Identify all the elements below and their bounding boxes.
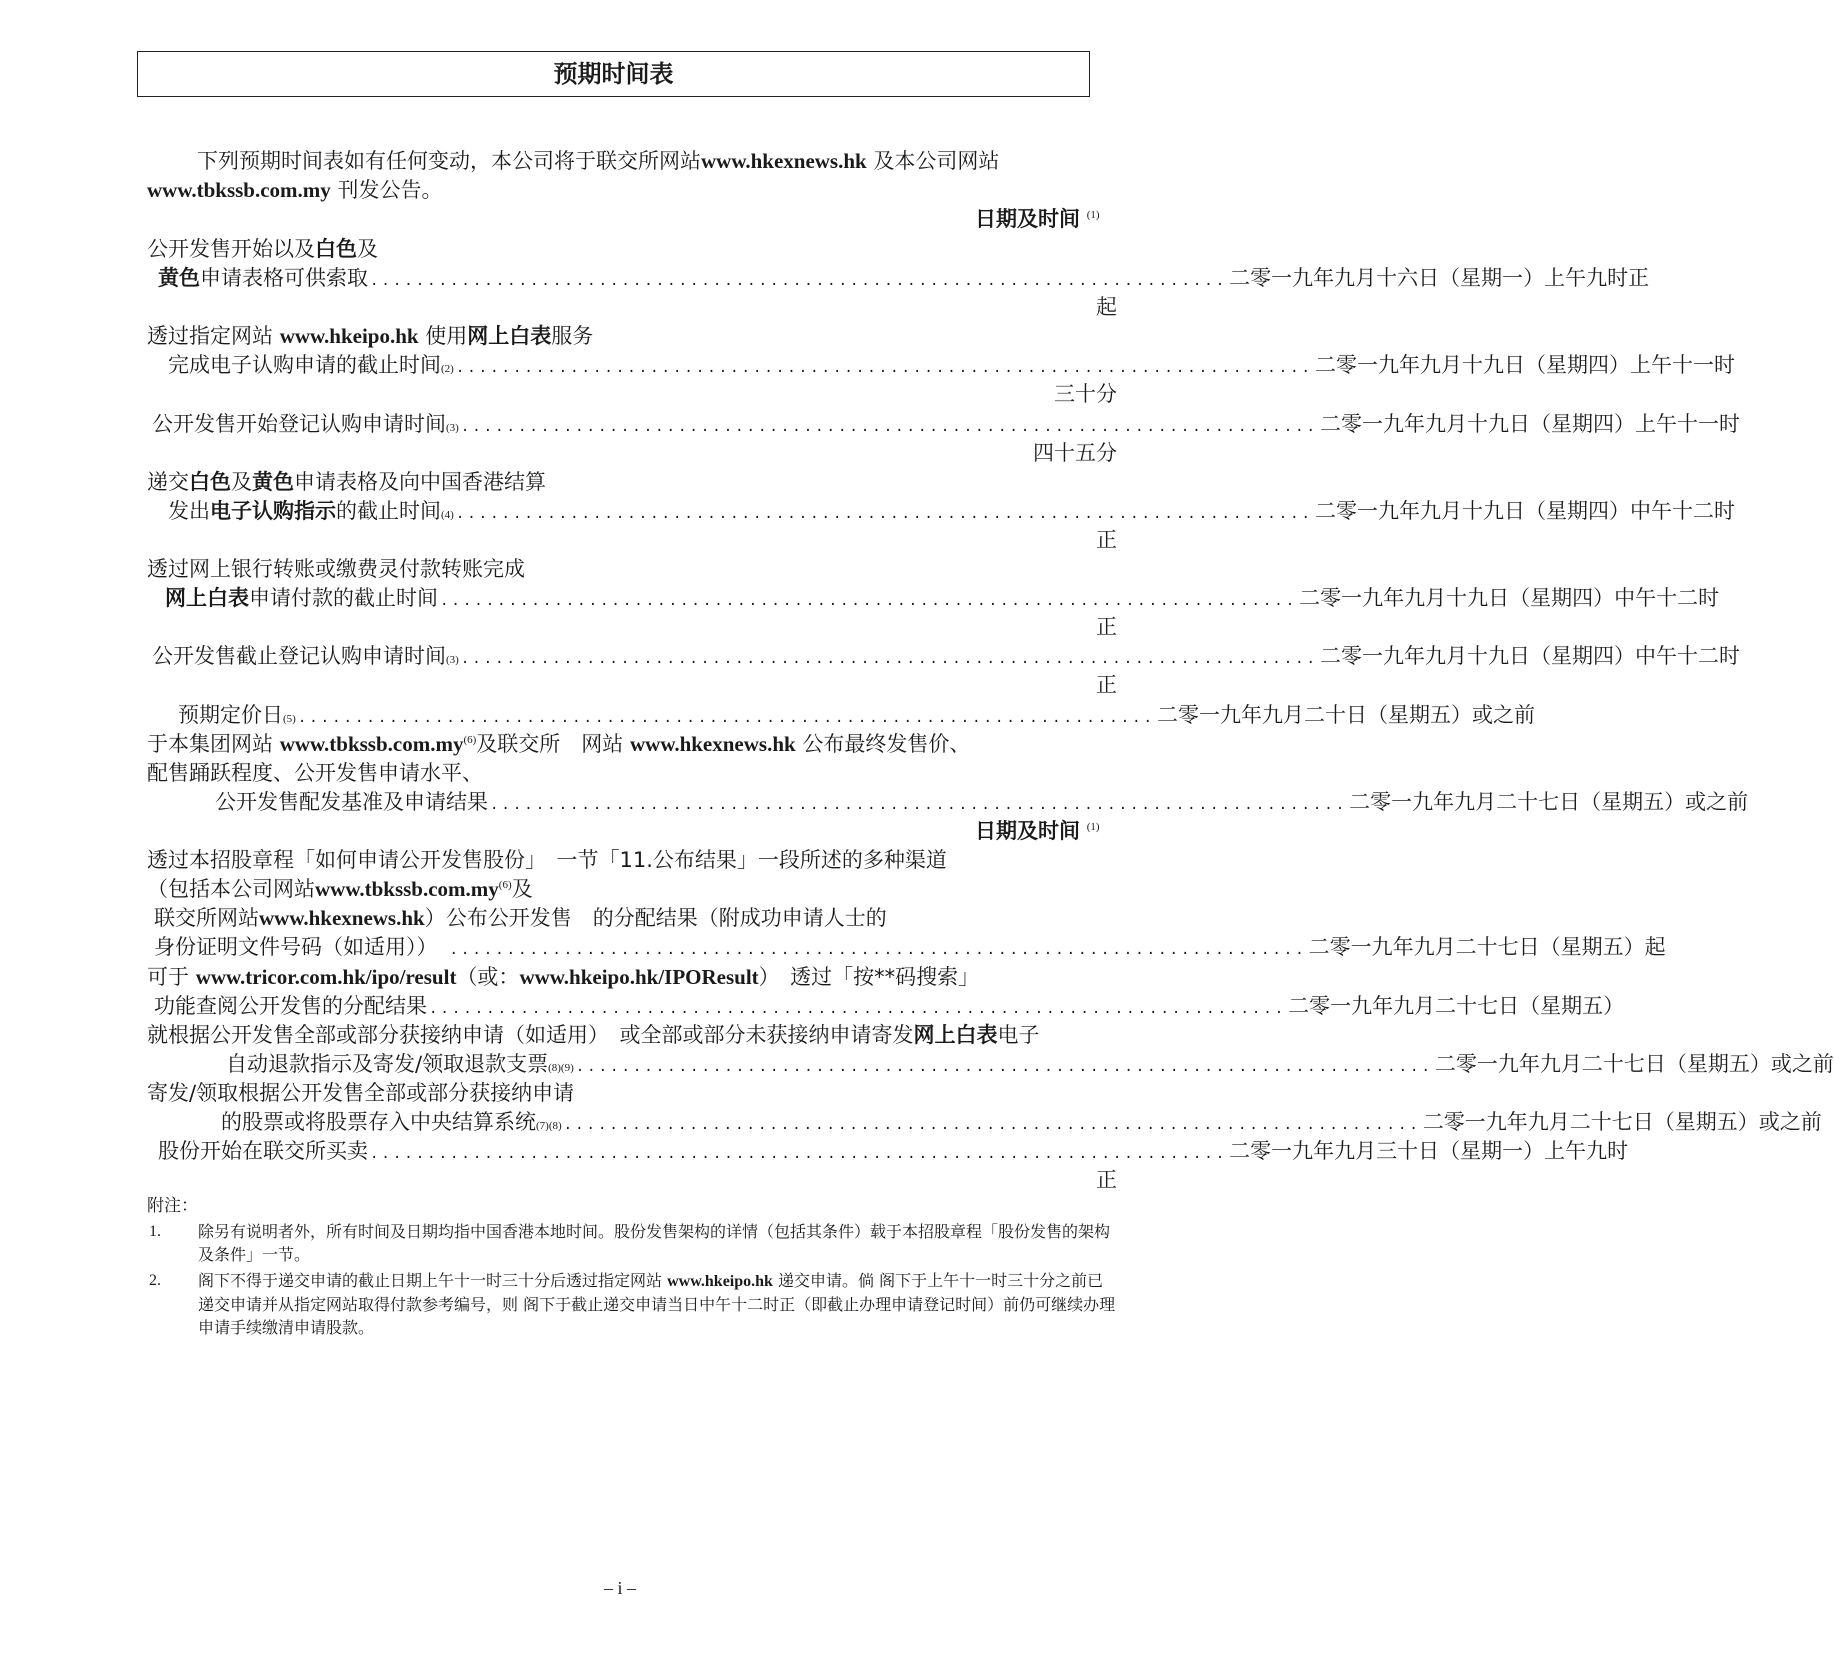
- intro-line-2: www.tbkssb.com.my 刊发公告。: [147, 178, 443, 202]
- row6-entry: 公开发售截止登记认购申请时间 (3) ........................................................................... 二零一九年九月十九日（星期四）中午十二时: [152, 642, 1117, 673]
- notes-heading: 附注：: [147, 1196, 198, 1216]
- row4-date-cont: 正: [1096, 528, 1117, 552]
- leader-dots: ...........................................................................: [370, 1146, 1228, 1162]
- date-time-header: 日期及时间 $^{(1)}$: [975, 207, 1100, 231]
- row3-entry: 公开发售开始登记认购申请时间 (3) ........................................................................... 二零一九年九月十九日（星期四）上午十一时: [152, 410, 1117, 441]
- row6-date-cont: 正: [1096, 673, 1117, 697]
- row2-line1: 透过指定网站 www.hkeipo.hk 使用网上白表服务: [147, 324, 594, 348]
- leader-dots: ...........................................................................: [429, 1001, 1287, 1017]
- row13-date-cont: 正: [1096, 1168, 1117, 1192]
- intro-line-1: 下列预期时间表如有任何变动，本公司将于联交所网站www.hkexnews.hk 及本公司网站: [197, 149, 1000, 173]
- row9-entry: 身份证明文件号码（如适用）） ........................................................................... 二零一九年九月二十七日（星期五）起: [154, 933, 1030, 964]
- leader-dots: ...........................................................................: [455, 506, 1313, 522]
- leader-dots: ...........................................................................: [490, 797, 1348, 813]
- note-1: 1. 除另有说明者外，所有时间及日期均指中国香港本地时间。股份发售架构的详情（包括其条件）载于本招股章程「股份发售的架构及条件」一节。: [149, 1222, 1111, 1264]
- row7-entry: 预期定价日 (5) ........................................................................... 二零一九年九月二十日（星期五）或之前: [178, 701, 1117, 732]
- leader-dots: ...........................................................................: [575, 1059, 1433, 1075]
- leader-dots: ...........................................................................: [455, 360, 1313, 376]
- row8-line1: 于本集团网站 www.tbkssb.com.my$^{(6)}$及联交所 网站 www.hkexnews.hk 公布最终发售价、: [147, 732, 971, 756]
- row2-entry: 完成电子认购申请的截止时间 (2) ........................................................................... 二零一九年九月十九日（星期四）上午十一时: [168, 351, 1117, 382]
- page-title: 预期时间表: [137, 51, 1090, 97]
- leader-dots: ...........................................................................: [563, 1117, 1421, 1133]
- leader-dots: ...........................................................................: [460, 651, 1318, 667]
- row8-line2: 配售踊跃程度、公开发售申请水平、: [147, 761, 483, 785]
- row12-line1: 寄发∕领取根据公开发售全部或部分获接纳申请: [147, 1081, 575, 1105]
- date-time-header-repeat: 日期及时间 $^{(1)}$: [975, 819, 1100, 843]
- row10-line1: 可于 www.tricor.com.hk/ipo/result（或：www.hkeipo.hk/IPOResult） 透过「按**码搜索」: [147, 965, 980, 989]
- row8-entry: 公开发售配发基准及申请结果 ........................................................................... 二零一九年九月二十七日（星期五）或之前: [215, 788, 1117, 819]
- row4-entry: 发出 电子认购指示 的截止时间 (4) ........................................................................... 二零一九年九月十九日（星期四）中午十二时: [168, 497, 1117, 528]
- row2-date-cont: 三十分: [1054, 382, 1117, 406]
- row9-line1: 透过本招股章程「如何申请公开发售股份」 一节「11.公布结果」一段所述的多种渠道: [147, 848, 947, 872]
- row13-entry: 股份开始在联交所买卖 ........................................................................... 二零一九年九月三十日（星期一）上午九时: [158, 1137, 1117, 1168]
- row11-entry: 自动退款指示及寄发∕领取退款支票 (8)(9) ........................................................................... 二零一九年九月二十七日（星期五）或之前: [226, 1050, 1117, 1081]
- row4-line1: 递交白色及黄色申请表格及向中国香港结算: [147, 470, 546, 494]
- row9-line2: （包括本公司网站www.tbkssb.com.my$^{(6)}$及: [147, 877, 533, 901]
- page-number: – i –: [603, 1578, 636, 1598]
- row5-entry: 网上白表 申请付款的截止时间 ........................................................................... 二零一九年九月十九日（星期四）中午十二时: [165, 584, 1117, 615]
- row9-line3: 联交所网站www.hkexnews.hk）公布公开发售 的分配结果（附成功申请人士的: [154, 906, 887, 930]
- row3-date-cont: 四十五分: [1033, 441, 1117, 465]
- row11-line1: 就根据公开发售全部或部分获接纳申请（如适用） 或全部或部分未获接纳申请寄发网上白表电子: [147, 1023, 1040, 1047]
- leader-dots: ...........................................................................: [460, 419, 1318, 435]
- row1-line1: 公开发售开始以及白色及: [147, 237, 378, 261]
- row5-date-cont: 正: [1096, 615, 1117, 639]
- note-2: 2. 阁下不得于递交申请的截止日期上午十一时三十分后透过指定网站 www.hkeipo.hk 递交申请。倘 阁下于上午十一时三十分之前已递交申请并从指定网站取得付款参考编号，则 阁下于截止递交申请当日中午十二时正（即截止办理申请登记时间）前仍可继续办理申请手续缴清申请股款。: [149, 1271, 1116, 1337]
- leader-dots: ...........................................................................: [449, 942, 1307, 958]
- row10-entry: 功能查阅公开发售的分配结果 ........................................................................... 二零一九年九月二十七日（星期五）: [154, 992, 974, 1023]
- leader-dots: ...........................................................................: [370, 273, 1228, 289]
- row1-entry: 黄色 申请表格可供索取 ........................................................................... 二零一九年九月十六日（星期一）上午九时正: [158, 264, 1117, 295]
- row5-line1: 透过网上银行转账或缴费灵付款转账完成: [147, 557, 525, 581]
- leader-dots: ...........................................................................: [440, 593, 1298, 609]
- row12-entry: 的股票或将股票存入中央结算系统 (7)(8) ........................................................................... 二零一九年九月二十七日（星期五）或之前: [221, 1108, 1117, 1139]
- leader-dots: ...........................................................................: [297, 710, 1155, 726]
- row1-date-cont: 起: [1096, 295, 1117, 319]
